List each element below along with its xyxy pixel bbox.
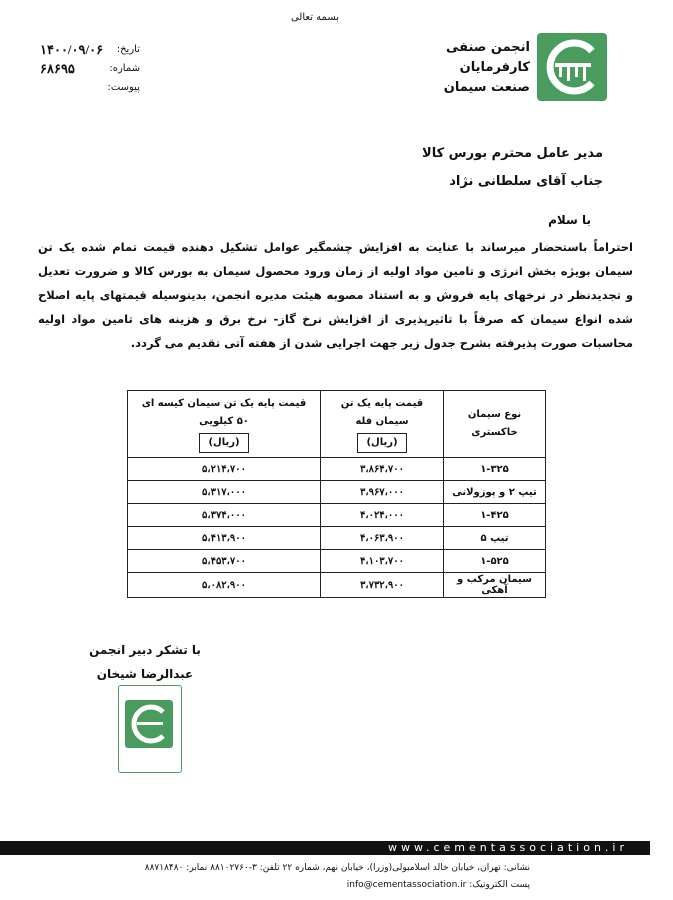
greeting: با سلام <box>548 213 591 227</box>
bag-price: ۵،۲۱۴،۷۰۰ <box>128 458 321 481</box>
col-bag-header <box>128 391 321 458</box>
col-bag-header-line1: قیمت پایه یک تن سیمان کیسه ای <box>141 398 307 409</box>
email-line <box>15 877 530 894</box>
col-type-header-text: نوع سیمان خاکستری <box>467 409 522 438</box>
price-table <box>127 390 546 598</box>
website-url: www.cementassociation.ir <box>388 841 628 854</box>
bulk-price: ۳،۹۶۷،۰۰۰ <box>321 481 444 504</box>
attachment-label: پیوست: <box>107 82 140 93</box>
org-name-line3: صنعت سیمان <box>443 80 530 95</box>
bismillah: بسمه تعالی <box>290 12 340 23</box>
cement-type: سیمان مرکب و آهکی <box>444 573 546 598</box>
attachment-row <box>40 78 140 97</box>
table-header-row <box>128 391 546 458</box>
email-address[interactable]: info@cementassociation.ir <box>346 880 467 890</box>
association-logo <box>537 33 607 101</box>
signature-block <box>80 638 210 686</box>
number-row <box>40 59 140 78</box>
cement-type: ۱-۵۲۵ <box>444 550 546 573</box>
org-name <box>430 38 530 98</box>
date-row <box>40 40 140 59</box>
date-label: تاریخ: <box>116 44 140 55</box>
footer-address <box>15 860 530 894</box>
table-row <box>128 527 546 550</box>
bulk-price: ۳،۷۳۲،۹۰۰ <box>321 573 444 598</box>
bulk-price: ۳،۸۶۴،۷۰۰ <box>321 458 444 481</box>
signature-thanks: با تشکر دبیر انجمن <box>89 643 201 657</box>
col-type-header <box>444 391 546 458</box>
cement-type: تیپ ۵ <box>444 527 546 550</box>
cement-type: تیپ ۲ و پوزولانی <box>444 481 546 504</box>
email-label: پست الکترونیک: <box>469 880 530 890</box>
table-row <box>128 573 546 598</box>
letter-body: احتراماً باستحضار میرساند با عنایت به افزایش چشمگیر عوامل تشکیل دهنده قیمت تمام شده یک تن سیمان بویژه بخش انرژی و تامین مواد اولیه از زمان ورود محصول سیمان به بورس کالا و ضرورت تعدیل و تجدیدنظر در نرخهای پایه فروش و به استناد مصوبه هیئت مدیره انجمن، بدینوسیله قیمتهای پایه اصلاح شده انواع سیمان که صرفاً با تاثیرپذیری از افزایش نرخ گاز- نرخ برق و هزینه های تامین مواد اولیه محاسبات صورت پذیرفته بشرح جدول زیر جهت اجرایی شدن از هفته آتی تقدیم می گردد. <box>38 240 633 350</box>
bag-price: ۵،۳۱۷،۰۰۰ <box>128 481 321 504</box>
bag-price: ۵،۳۷۴،۰۰۰ <box>128 504 321 527</box>
table-row <box>128 481 546 504</box>
signatory-name: عبدالرضا شیخان <box>96 667 194 681</box>
cement-logo-icon <box>537 33 607 101</box>
bulk-price: ۴،۰۶۳،۹۰۰ <box>321 527 444 550</box>
table-row <box>128 458 546 481</box>
col-bulk-header <box>321 391 444 458</box>
col-bulk-header-text: قیمت پایه یک تن سیمان فله <box>340 398 424 427</box>
bulk-unit: (ریال) <box>357 433 406 453</box>
addressee <box>203 140 603 196</box>
bulk-price: ۴،۱۰۳،۷۰۰ <box>321 550 444 573</box>
table-row <box>128 550 546 573</box>
bag-price: ۵،۴۵۳،۷۰۰ <box>128 550 321 573</box>
address-line: نشانی: تهران، خیابان خالد اسلامبولی(وزرا)، خیابان نهم، شماره ۲۲ تلفن: ۳-۸۸۱۰۲۷۶۰ نمابر: ۸۸۷۱۸۴۸۰ <box>144 863 530 873</box>
stamp-logo-icon <box>125 700 173 748</box>
footer-website-bar <box>0 841 650 855</box>
table-row <box>128 504 546 527</box>
cement-type: ۱-۳۲۵ <box>444 458 546 481</box>
date-value: ۱۴۰۰/۰۹/۰۶ <box>40 42 104 57</box>
number-label: شماره: <box>109 63 140 74</box>
bag-price: ۵،۴۱۳،۹۰۰ <box>128 527 321 550</box>
cement-type: ۱-۴۲۵ <box>444 504 546 527</box>
bulk-price: ۴،۰۲۴،۰۰۰ <box>321 504 444 527</box>
addressee-line2: جناب آقای سلطانی نژاد <box>449 174 603 189</box>
col-bag-header-line2: ۵۰ کیلویی <box>199 416 249 427</box>
letter-meta <box>40 40 140 97</box>
org-name-line2: کارفرمایان <box>459 60 530 75</box>
bag-unit: (ریال) <box>199 433 248 453</box>
addressee-line1: مدیر عامل محترم بورس کالا <box>422 146 603 161</box>
bag-price: ۵،۰۸۲،۹۰۰ <box>128 573 321 598</box>
org-name-line1: انجمن صنفی <box>445 40 530 55</box>
number-value: ۶۸۶۹۵ <box>40 61 75 76</box>
